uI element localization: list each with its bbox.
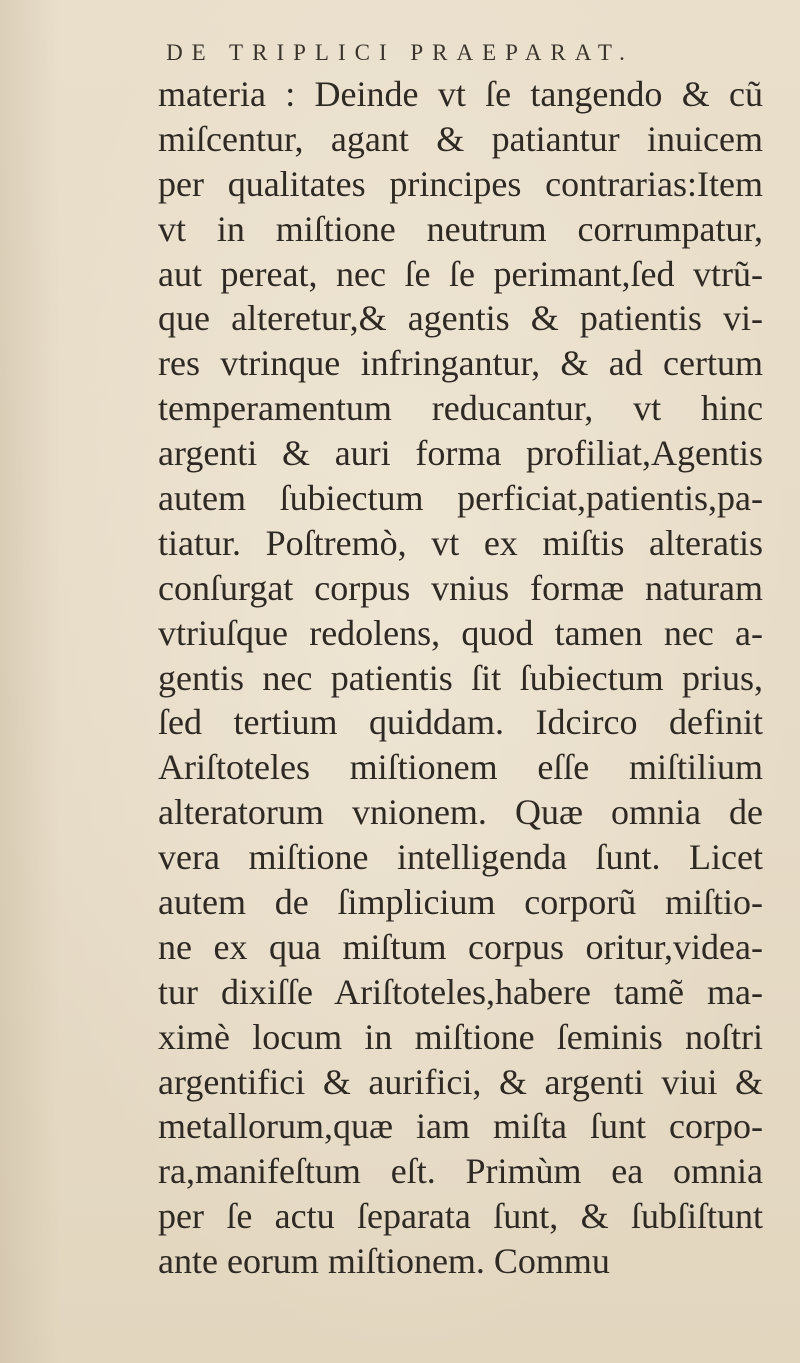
text-line: temperamentum reducantur, vt hinc xyxy=(158,388,763,429)
text-line: ne ex qua miſtum corpus oritur,videa- xyxy=(158,926,763,967)
text-line: alteratorum vnionem. Quæ omnia de xyxy=(158,792,763,833)
text-line: ximè locum in miſtione ſeminis noſtri xyxy=(158,1016,763,1057)
text-line: aut pereat, nec ſe ſe perimant,ſed vtrũ- xyxy=(158,253,763,294)
text-line: ra,manifeſtum eſt. Primùm ea omnia xyxy=(158,1151,763,1192)
text-line: gentis nec patientis ſit ſubiectum prius, xyxy=(158,657,763,698)
text-line: ante eorum miſtionem. Commu xyxy=(158,1241,610,1282)
running-head: DE TRIPLICI PRAEPARAT. xyxy=(166,40,634,65)
text-line: vera miſtione intelligenda ſunt. Licet xyxy=(158,837,763,878)
text-line: materia : Deinde vt ſe tangendo & cũ xyxy=(158,74,763,114)
text-line: que alteretur,& agentis & patientis vi- xyxy=(158,298,763,339)
text-line: Ariſtoteles miſtionem eſſe miſtilium xyxy=(158,747,763,788)
text-line: per ſe actu ſeparata ſunt, & ſubſiſtunt xyxy=(158,1196,763,1237)
page-edge-shadow xyxy=(0,0,60,1363)
text-line: vt in miſtione neutrum corrumpatur, xyxy=(158,208,763,249)
text-line: autem ſubiectum perficiat,patientis,pa- xyxy=(158,478,763,519)
text-line: conſurgat corpus vnius formæ naturam xyxy=(158,567,763,608)
text-line: metallorum,quæ iam miſta ſunt corpo- xyxy=(158,1106,763,1147)
text-line: tiatur. Poſtremò, vt ex miſtis alteratis xyxy=(158,522,763,563)
text-line: per qualitates principes contrarias:Item xyxy=(158,163,763,204)
text-line: argentifici & aurifici, & argenti viui & xyxy=(158,1061,763,1102)
text-line: ſed tertium quiddam. Idcirco definit xyxy=(158,702,763,743)
text-line: miſcentur, agant & patiantur inuicem xyxy=(158,118,763,159)
text-line: res vtrinque infringantur, & ad certum xyxy=(158,343,763,384)
text-line: vtriuſque redolens, quod tamen nec a- xyxy=(158,612,763,653)
text-line: argenti & auri forma profiliat,Agentis xyxy=(158,433,763,474)
body-text xyxy=(158,72,763,1284)
text-line: tur dixiſſe Ariſtoteles,habere tamẽ ma- xyxy=(158,971,763,1012)
text-line: autem de ſimplicium corporũ miſtio- xyxy=(158,882,763,923)
